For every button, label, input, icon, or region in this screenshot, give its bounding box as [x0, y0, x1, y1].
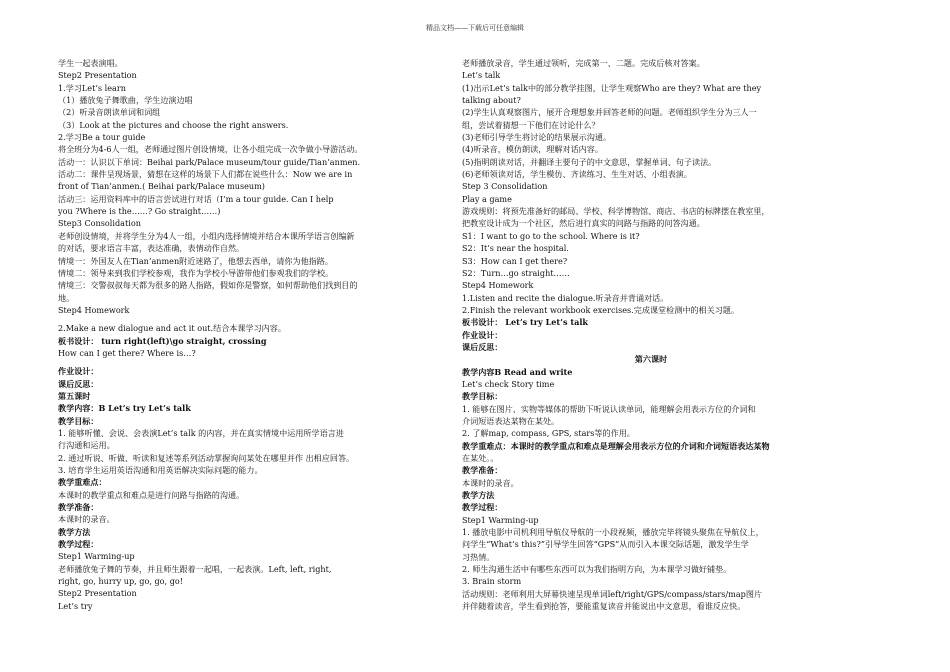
section-heading: 教学内容：B Let’s try Let’s talk: [58, 403, 191, 414]
text-line: 组，尝试着猜想一下他们在讨论什么？: [462, 119, 600, 130]
text-line: (3)老师引导学生将讨论的结果展示沟通。: [462, 132, 612, 143]
section-heading: 教学准备：: [462, 465, 503, 476]
text-line: 习热情。: [462, 551, 495, 562]
section-heading: 教学目标：: [462, 391, 503, 402]
text-line: Step1 Warming-up: [58, 551, 135, 562]
text-line: 将全班分为4-6人一组，老师通过图片创设情境，让各小组完成一次争做小导游活动。: [58, 144, 363, 155]
text-line: （1）播放兔子舞歌曲，学生边演边唱: [58, 95, 193, 106]
section-heading: 教学过程：: [58, 539, 99, 550]
text-line: 游戏规则：将预先准备好的邮局、学校、科学博物馆、商店、书店的标牌摆在教室里，: [462, 206, 770, 217]
text-line: (6)老师领读对话，学生模仿、齐读练习、生生对话、小组表演。: [462, 169, 692, 180]
text-line: 本课时的录音。: [462, 477, 519, 488]
text-line: front of Tian’anmen.( Beihai park/Palace museum): [58, 181, 265, 192]
text-line: Step2 Presentation: [58, 70, 137, 81]
text-line: 情境二：领导来到我们学校参观，我作为学校小导游带他们参观我们的学校。: [58, 267, 334, 278]
section-heading: 教学方法: [462, 490, 495, 501]
text-line: （2）听录音朗读单词和词组: [58, 107, 161, 118]
text-line: S2：Turn…go straight……: [462, 267, 570, 278]
text-line: Step3 Consolidation: [58, 218, 141, 229]
section-heading: 板书设计： Let’s try Let’s talk: [462, 317, 589, 328]
text-line: Step 3 Consolidation: [462, 181, 548, 192]
text-line: 2.Finish the relevant workbook exercises.完成课堂检测中的相关习题。: [462, 304, 739, 315]
text-line: Let’s try: [58, 600, 93, 611]
text-line: 活动规则：老师利用大屏幕快速呈现单词left/right/GPS/compass/stars/map图片: [462, 588, 763, 599]
text-line: S1：I want to go to the school. Where is it?: [462, 230, 640, 241]
section-heading: 第五课时: [58, 390, 91, 401]
text-line: 2.学习Be a tour guide: [58, 132, 146, 143]
text-line: 3. Brain storm: [462, 576, 522, 587]
text-line: you ?Where is the……? Go straight……): [58, 206, 221, 217]
section-heading: 教学过程：: [462, 502, 503, 513]
text-line: Play a game: [462, 193, 512, 204]
text-line: Let’s talk: [462, 70, 501, 81]
text-line: 在某处。。: [462, 453, 499, 463]
section-heading: 板书设计： turn right(left)\go straight, crossing: [58, 335, 267, 346]
text-line: (2)学生认真观察图片，展开合理想象并回答老师的问题。老师组织学生分为三人一: [462, 107, 757, 118]
text-line: Let’s check Story time: [462, 378, 555, 389]
section-heading: 作业设计：: [462, 329, 503, 340]
text-line: 把教室设计成为一个社区，然后进行真实的问路与指路的问答沟通。: [462, 218, 705, 229]
text-line: （3）Look at the pictures and choose the right answers.: [58, 119, 289, 130]
section-heading: 教学目标：: [58, 415, 99, 426]
section-heading: 教学内容B Read and write: [462, 366, 573, 377]
section-heading: 教学准备：: [58, 502, 99, 513]
text-line: Step4 Homework: [462, 280, 534, 291]
section-heading: 教学方法: [58, 526, 91, 537]
section-heading: 教学重难点：本课时的教学重点和难点是理解会用表示方位的介词和介词短语表达某物: [462, 440, 770, 451]
right-column: [462, 57, 840, 612]
section-heading: 课后反思：: [58, 378, 99, 389]
text-line: 并伴随着读音，学生看到抢答，要能重复读音并能说出中文意思，看谁反应快。: [462, 601, 746, 612]
text-line: 3. 培育学生运用英语沟通和用英语解决实际问题的能力。: [58, 465, 263, 475]
page-header: 精品文档——下载后可任意编辑: [426, 24, 524, 32]
text-line: 地。: [58, 292, 75, 303]
text-line: 1.Listen and recite the dialogue.听录音并背诵对话。: [462, 292, 669, 303]
text-line: 活动二：课件呈现场景，猜想在这样的场景下人们都在说些什么：Now we are in: [58, 169, 353, 180]
text-line: 行沟通和运用。: [58, 440, 115, 451]
text-line: 2. 了解map, compass, GPS, stars等的作用。: [462, 428, 635, 439]
text-line: 2. 师生沟通生活中有哪些东西可以为我们指明方向，为本课学习做好铺垫。: [462, 564, 732, 575]
text-line: 情境一：外国友人在Tian’anmen附近迷路了，他想去西单，请你为他指路。: [58, 255, 333, 266]
text-line: 的对话，要求语言丰富，表达准确，表情动作自然。: [58, 243, 245, 254]
text-line: 1. 播放电影中司机利用导航仪导航的一小段视频，播放完毕将镜头聚焦在导航仪上，: [462, 527, 764, 538]
text-line: Step2 Presentation: [58, 588, 137, 599]
text-line: (4)听录音，模仿朗读，理解对话内容。: [462, 144, 603, 155]
text-line: How can I get there? Where is…?: [58, 347, 196, 358]
text-line: 老师创设情境，并将学生分为4人一组，小组内选择情境并结合本课所学语言创编新: [58, 230, 355, 241]
text-line: S2：It’s near the hospital.: [462, 243, 569, 254]
text-line: 1.学习Let’s learn: [58, 82, 126, 93]
text-line: talking about?: [462, 95, 521, 106]
text-line: 本课时的录音。: [58, 514, 115, 525]
left-column: [58, 57, 440, 612]
section-heading: 教学重难点：: [58, 477, 107, 488]
text-line: 学生一起表演唱。: [58, 58, 123, 68]
text-line: 活动三：运用资料库中的语言尝试进行对话（I’m a tour guide. Can I help: [58, 193, 334, 204]
section-heading: 作业设计：: [58, 366, 99, 377]
text-line: 1. 能够听懂、会说、会表演Let’s talk 的内容，并在真实情境中运用所学语言进: [58, 427, 344, 438]
text-line: 情境三：交警叔叔每天都为很多的路人指路，假如你是警察，如何帮助他们找到目的: [58, 280, 358, 291]
text-line: 2.Make a new dialogue and act it out.结合本课学习内容。: [58, 323, 286, 334]
section-heading: 课后反思：: [462, 341, 503, 352]
text-line: S3：How can I get there?: [462, 255, 568, 266]
text-line: 介词短语表达某物在某处。: [462, 415, 560, 426]
text-line: Step1 Warming-up: [462, 514, 539, 525]
section-heading: 第六课时: [634, 354, 668, 365]
text-line: right, go, hurry up, go, go, go!: [58, 576, 184, 587]
text-line: 1. 能够在图片、实物等媒体的帮助下听说认读单词，能理解会用表示方位的介词和: [462, 403, 756, 414]
text-line: 老师播放兔子舞的节奏，并且师生跟着一起唱，一起表演。Left, left, right,: [58, 563, 332, 574]
text-line: 本课时的教学重点和难点是进行问路与指路的沟通。: [58, 489, 245, 500]
text-line: 2. 通过听说、听做、听读和复述等系列活动掌握询问某处在哪里并作 出相应回答。: [58, 452, 355, 463]
text-line: (1)出示Let’s talk中的部分教学挂图，让学生观察Who are they? What are they: [462, 82, 762, 93]
text-line: (5)指明朗读对话，并翻译主要句子的中文意思，掌握单词、句子读法。: [462, 156, 717, 167]
text-line: 问学生“What’s this?”引导学生回答“GPS”从而引入本课交际话题，激发学生学: [462, 539, 749, 550]
text-line: 老师播放录音，学生通过领听，完成第一、二题。完成后核对答案。: [462, 58, 705, 68]
text-line: 活动一：认识以下单词：Beihai park/Palace museum/tour guide/Tian’anmen.: [58, 156, 361, 167]
text-line: Step4 Homework: [58, 304, 130, 315]
